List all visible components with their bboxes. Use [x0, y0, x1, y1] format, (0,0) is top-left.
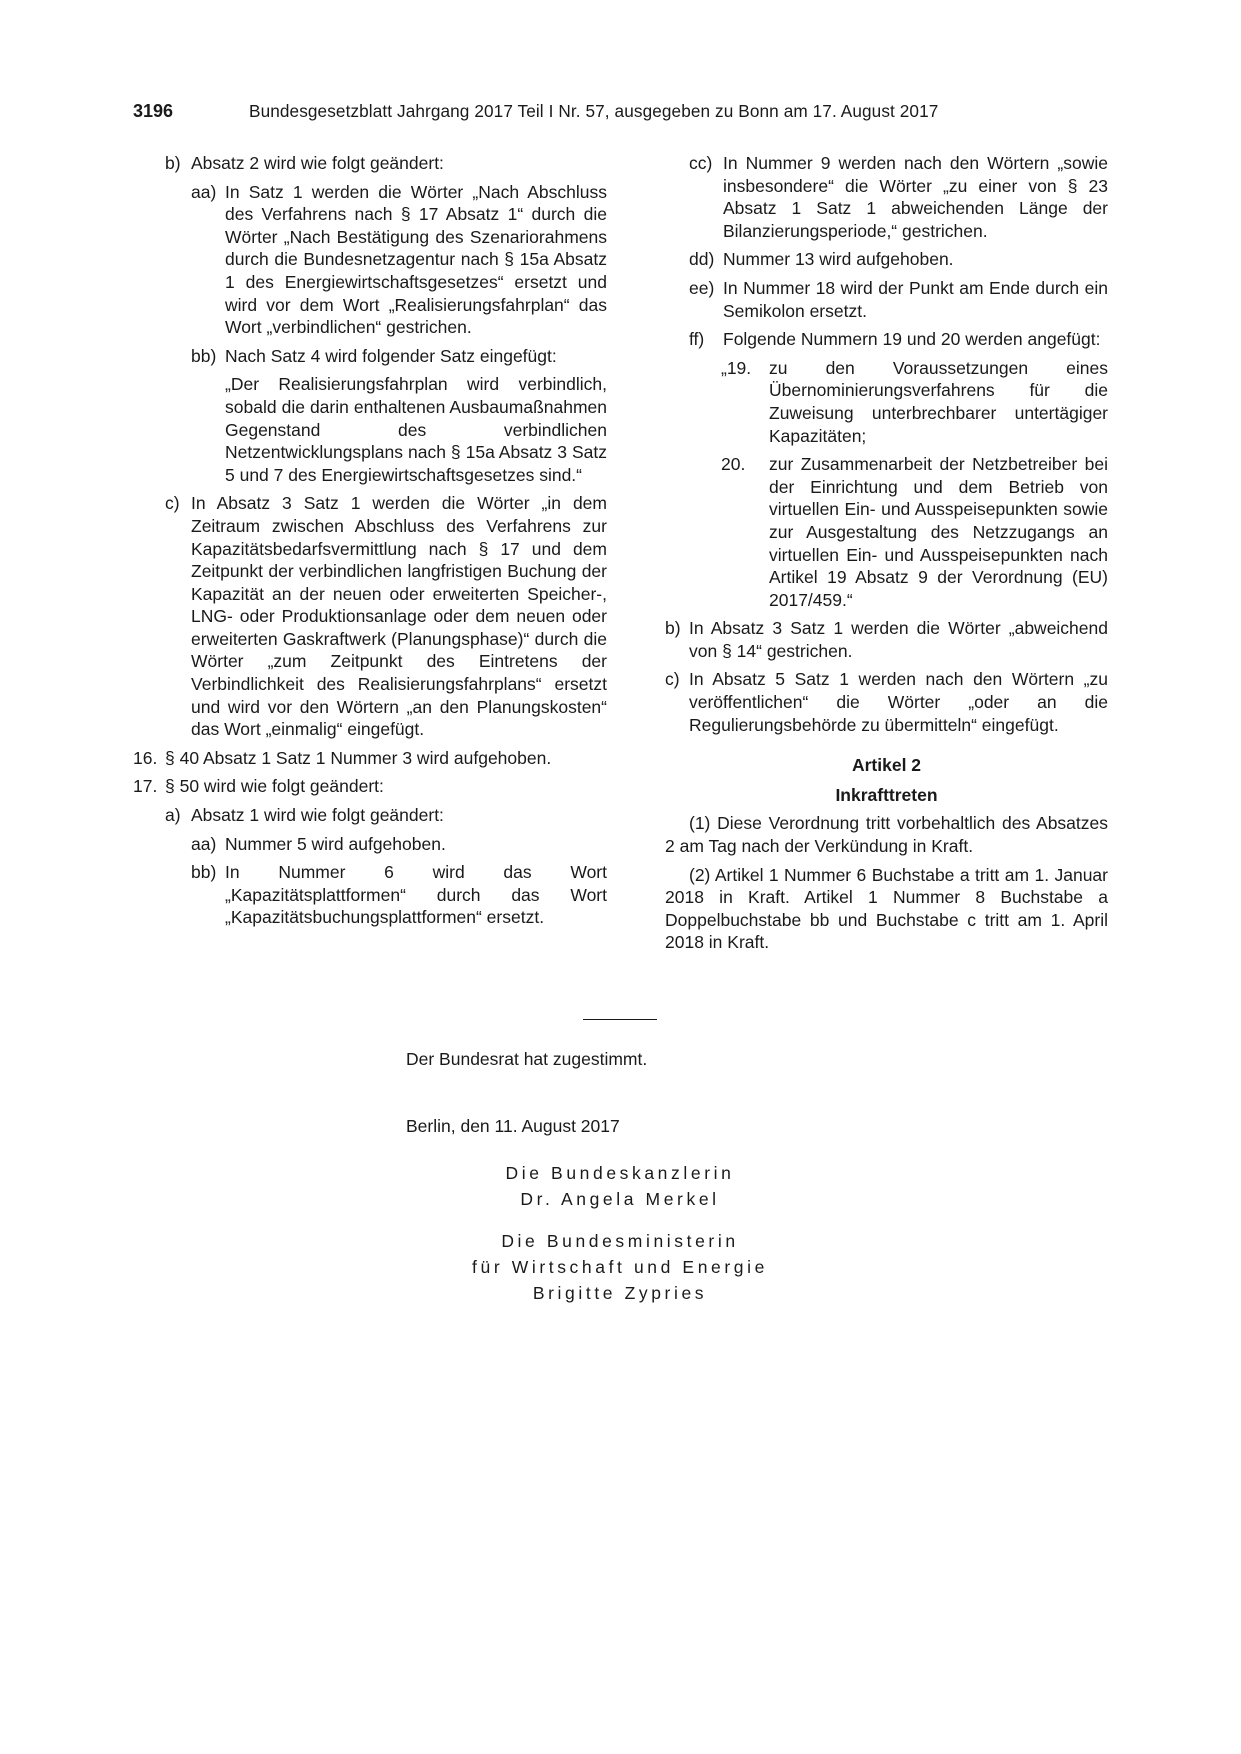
item-label: ff) [689, 329, 705, 350]
item-text: § 40 Absatz 1 Satz 1 Nummer 3 wird aufgehoben. [165, 747, 552, 768]
list-item [665, 328, 1108, 351]
list-item [133, 833, 607, 856]
item-text: Nach Satz 4 wird folgender Satz eingefügt: [225, 345, 557, 366]
item-label: bb) [191, 345, 217, 366]
list-item [665, 453, 1108, 611]
item-text: In Nummer 9 werden nach den Wörtern „sowie insbesondere“ die Wörter „zu einer von § 23 Absatz 1 Satz 1 abweichenden Länge der Bilanzierungsperiode,“ gestrichen. [723, 153, 1108, 241]
item-label: „19. [721, 357, 752, 378]
item-label: 16. [133, 747, 158, 768]
minister-department: für Wirtschaft und Energie [472, 1257, 768, 1277]
quoted-text: „Der Realisierungsfahrplan wird verbindlich, sobald die darin enthaltenen Ausbaumaßnahmen Gegenstand des verbindlichen Netzentwicklungsplans nach § 15a Absatz 3 Satz 5 und 7 des Energiewirtschaftsgesetzes sind.“ [225, 374, 607, 485]
list-item [665, 357, 1108, 447]
item-label: c) [665, 669, 680, 690]
item-label: aa) [191, 181, 217, 202]
item-label: bb) [191, 862, 217, 883]
item-label: b) [665, 618, 681, 639]
item-text: zu den Voraussetzungen eines Übernominierungsverfahrens für die Zuweisung unterbrechbarer untertägiger Kapazitäten; [769, 357, 1108, 446]
list-item [133, 181, 607, 339]
item-label: ee) [689, 277, 715, 298]
list-item [133, 775, 607, 798]
item-text: Nummer 13 wird aufgehoben. [723, 249, 954, 270]
article-title: Artikel 2 [851, 755, 922, 776]
page-number: 3196 [133, 101, 174, 121]
list-item [665, 668, 1108, 736]
item-text: zur Zusammenarbeit der Netzbetreiber bei der Einrichtung und dem Betrieb von virtuellen Ein- und Ausspeisepunkten sowie zur Ausgestaltung des Netzzugangs an virtuellen Ein- und Ausspeisepunkten nach Artikel 19 Absatz 9 der Verordnung (EU) 2017/459.“ [769, 454, 1108, 610]
list-item [133, 861, 607, 929]
item-text: § 50 wird wie folgt geändert: [165, 776, 384, 797]
chancellor-title: Die Bundeskanzlerin [505, 1163, 735, 1183]
list-item [665, 248, 1108, 271]
item-text: In Nummer 18 wird der Punkt am Ende durch ein Semikolon ersetzt. [723, 277, 1108, 321]
list-item [133, 492, 607, 741]
minister-title: Die Bundesministerin [501, 1231, 739, 1251]
minister-signature [430, 1228, 810, 1306]
place-date: Berlin, den 11. August 2017 [406, 1116, 620, 1136]
running-head: Bundesgesetzblatt Jahrgang 2017 Teil I Nr. 57, ausgegeben zu Bonn am 17. August 2017 [249, 101, 939, 121]
item-text: In Absatz 5 Satz 1 werden nach den Wörtern „zu veröffentlichen“ die Wörter „oder an die Regulierungsbehörde zu übermitteln“ eingefügt. [689, 669, 1108, 735]
item-text: Folgende Nummern 19 und 20 werden angefügt: [723, 329, 1101, 350]
item-label: a) [165, 805, 181, 826]
item-label: 17. [133, 776, 158, 797]
consent-line: Der Bundesrat hat zugestimmt. [406, 1049, 648, 1069]
list-item [133, 804, 607, 827]
item-label: aa) [191, 833, 217, 854]
list-item [665, 152, 1108, 242]
item-label: c) [165, 493, 180, 514]
article-subtitle: Inkrafttreten [835, 784, 938, 805]
minister-name: Brigitte Zypries [532, 1283, 708, 1303]
item-text: In Absatz 3 Satz 1 werden die Wörter „in dem Zeitraum zwischen Abschluss des Verfahrens zur Kapazitätsbedarfsvermittlung nach § 17 und dem Zeitpunkt der verbindlichen langfristigen Buchung der Kapazität an der neuen oder erweiterten Speicher-, LNG- oder Produktionsanlage oder dem neuen oder erweiterten Gaskraftwerk (Planungsphase)“ durch die Wörter „zum Zeitpunkt des Eintretens der Verbindlichkeit des Realisierungsfahrplans“ ersetzt und wird vor den Wörtern „an den Planungskosten“ das Wort „einmalig“ eingefügt. [191, 493, 607, 740]
left-column [133, 152, 607, 935]
paragraph: (2) Artikel 1 Nummer 6 Buchstabe a tritt am 1. Januar 2018 in Kraft. Artikel 1 Nummer 8 Buchstabe a Doppelbuchstabe bb und Buchstabe c tritt am 1. April 2018 in Kraft. [665, 864, 1108, 953]
right-column [665, 152, 1108, 960]
list-item [133, 747, 607, 770]
chancellor-signature [430, 1160, 810, 1212]
paragraph: (1) Diese Verordnung tritt vorbehaltlich des Absatzes 2 am Tag nach der Verkündung in Kraft. [665, 813, 1108, 857]
separator-rule [583, 1019, 657, 1020]
item-label: dd) [689, 249, 715, 270]
chancellor-name: Dr. Angela Merkel [520, 1189, 720, 1209]
item-text: In Absatz 3 Satz 1 werden die Wörter „abweichend von § 14“ gestrichen. [689, 618, 1108, 661]
item-text: In Nummer 6 wird das Wort „Kapazitätsplattformen“ durch das Wort „Kapazitätsbuchungsplattformen“ ersetzt. [225, 862, 607, 928]
item-text: In Satz 1 werden die Wörter „Nach Abschluss des Verfahrens nach § 17 Absatz 1“ durch die Wörter „Nach Bestätigung des Szenariorahmens durch die Bundesnetzagentur nach § 15a Absatz 1 des Energiewirtschaftsgesetzes“ ersetzt und wird vor dem Wort „Realisierungsfahrplan“ das Wort „verbindlichen“ gestrichen. [225, 181, 607, 338]
item-text: Absatz 2 wird wie folgt geändert: [191, 153, 444, 173]
item-label: 20. [721, 454, 746, 475]
item-label: b) [165, 153, 181, 173]
list-item [133, 152, 607, 175]
list-item [133, 345, 607, 368]
item-label: cc) [689, 153, 713, 173]
item-text: Nummer 5 wird aufgehoben. [225, 833, 446, 854]
item-text: Absatz 1 wird wie folgt geändert: [191, 805, 444, 826]
list-item [665, 277, 1108, 322]
list-item [665, 617, 1108, 662]
